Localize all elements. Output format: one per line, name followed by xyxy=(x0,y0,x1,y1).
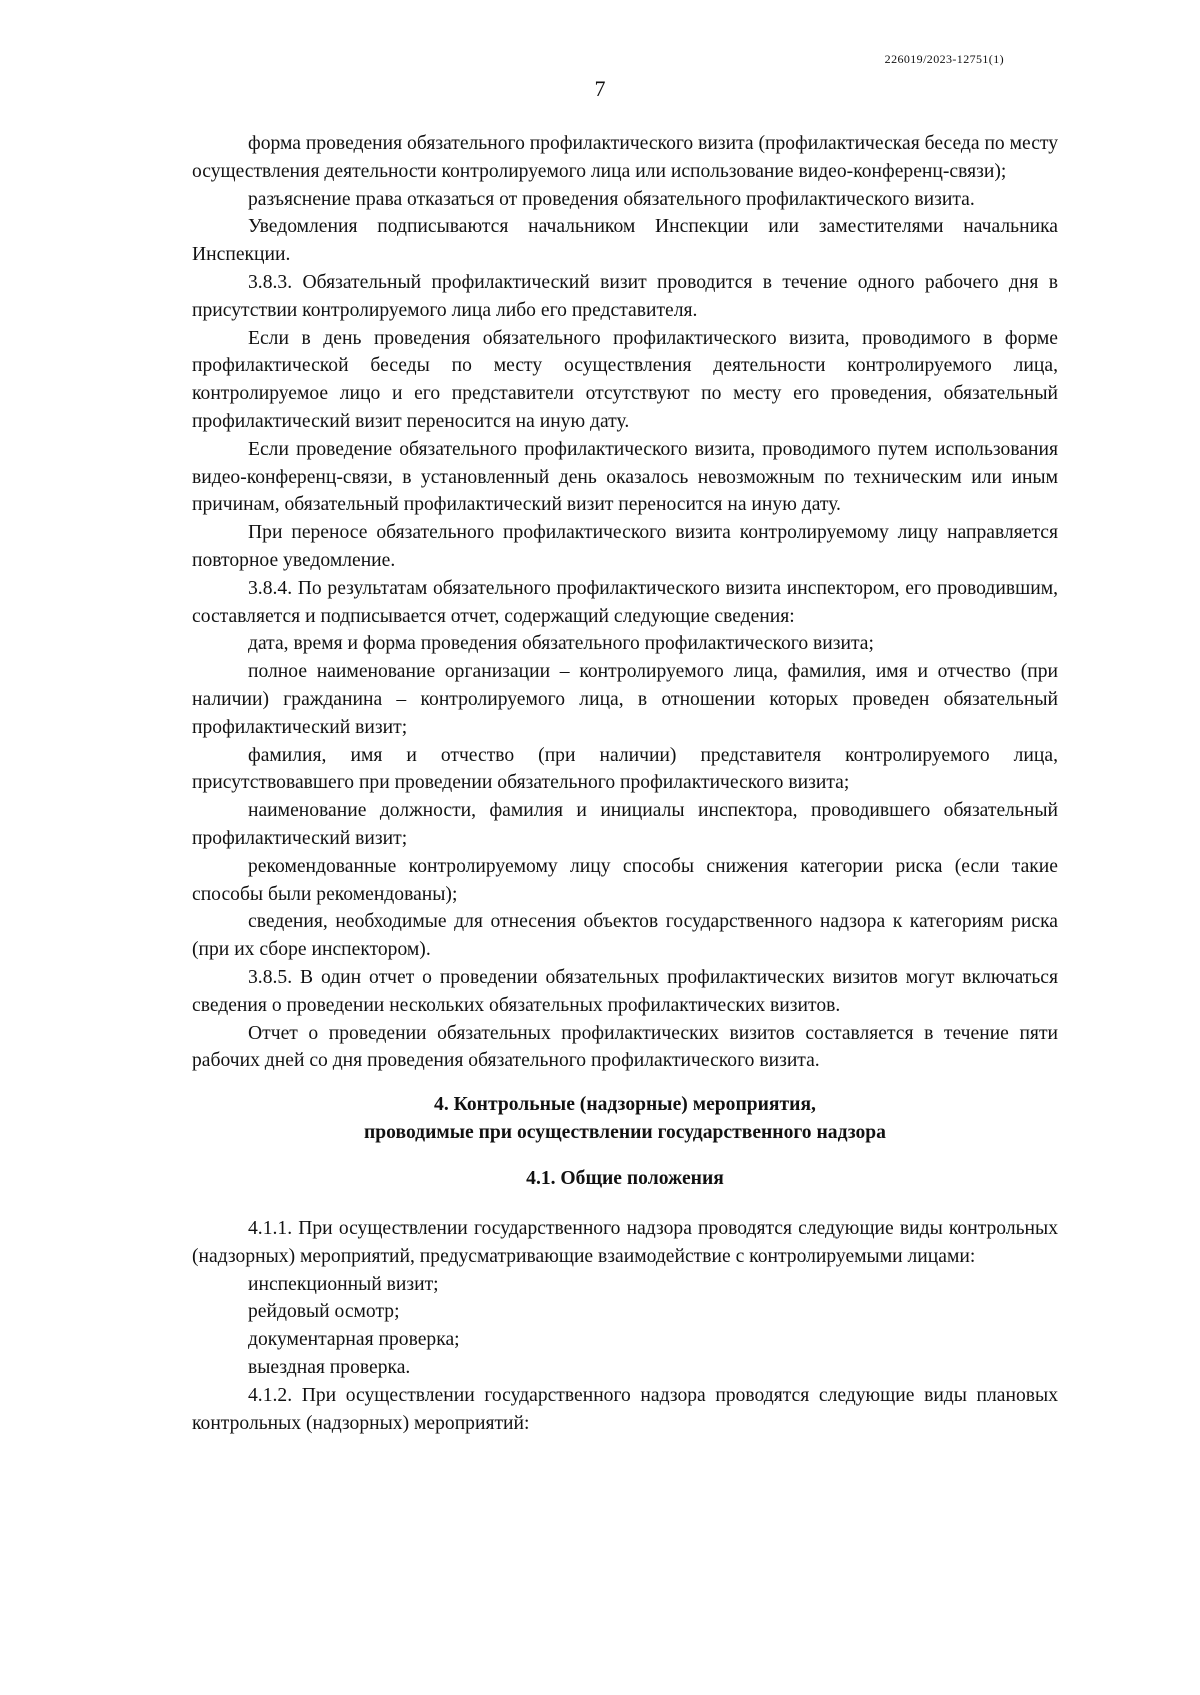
document-number: 226019/2023-12751(1) xyxy=(884,52,1004,66)
list-item: рейдовый осмотр; xyxy=(248,1301,400,1323)
section-heading-line-1: 4. Контрольные (надзорные) мероприятия, xyxy=(434,1094,816,1116)
paragraph-4-1-1: 4.1.1. При осуществлении государственного надзора проводятся следующие виды контрольных (надзорных) мероприятий, предусматривающие взаимодействие с контролируемыми лицами: xyxy=(192,1218,1058,1267)
paragraph: 3.8.5. В один отчет о проведении обязательных профилактических визитов могут включаться сведения о проведении нескольких обязательных профилактических визитов. xyxy=(192,966,1058,1016)
paragraph: Если проведение обязательного профилактического визита, проводимого путем использования видео-конференц-связи, в установленный день оказалось невозможным по техническим или иным причинам, обязательный профилактический визит переносится на иную дату. xyxy=(192,438,1058,516)
page-number: 7 xyxy=(594,76,606,101)
paragraph: 3.8.3. Обязательный профилактический визит проводится в течение одного рабочего дня в присутствии контролируемого лица либо его представителя. xyxy=(192,271,1058,321)
paragraph: дата, время и форма проведения обязательного профилактического визита; xyxy=(248,633,874,655)
paragraph: Если в день проведения обязательного профилактического визита, проводимого в форме профилактической беседы по месту осуществления деятельности контролируемого лица, контролируемое лицо и его представители отсутствуют по месту его проведения, обязательный профилактический визит переносится на иную дату. xyxy=(192,327,1058,432)
subsection-heading: 4.1. Общие положения xyxy=(526,1168,724,1190)
list-item: выездная проверка. xyxy=(248,1357,411,1379)
section-heading-line-2: проводимые при осуществлении государственного надзора xyxy=(364,1122,886,1144)
paragraph: форма проведения обязательного профилактического визита (профилактическая беседа по месту осуществления деятельности контролируемого лица или использование видео-конференц-связи); xyxy=(192,133,1059,182)
paragraph: рекомендованные контролируемому лицу способы снижения категории риска (если такие способы были рекомендованы); xyxy=(192,855,1058,905)
list-item: документарная проверка; xyxy=(248,1329,460,1351)
paragraph: 3.8.4. По результатам обязательного профилактического визита инспектором, его проводившим, составляется и подписывается отчет, содержащий следующие сведения: xyxy=(192,577,1058,627)
paragraph: Уведомления подписываются начальником Инспекции или заместителями начальника Инспекции. xyxy=(192,216,1058,266)
list-item: инспекционный визит; xyxy=(248,1273,439,1295)
paragraph: сведения, необходимые для отнесения объектов государственного надзора к категориям риска (при их сборе инспектором). xyxy=(192,911,1058,961)
paragraph: разъяснение права отказаться от проведения обязательного профилактического визита. xyxy=(248,188,975,210)
paragraph: Отчет о проведении обязательных профилактических визитов составляется в течение пяти рабочих дней со дня проведения обязательного профилактического визита. xyxy=(192,1022,1058,1072)
paragraph: При переносе обязательного профилактического визита контролируемому лицу направляется повторное уведомление. xyxy=(192,522,1058,571)
paragraph: полное наименование организации – контролируемого лица, фамилия, имя и отчество (при наличии) гражданина – контролируемого лица, в отношении которых проведен обязательный профилактический визит; xyxy=(192,661,1058,738)
paragraph-4-1-2: 4.1.2. При осуществлении государственного надзора проводятся следующие виды плановых контрольных (надзорных) мероприятий: xyxy=(192,1384,1058,1434)
document-body xyxy=(192,130,1058,1437)
paragraph: фамилия, имя и отчество (при наличии) представителя контролируемого лица, присутствовавшего при проведении обязательного профилактического визита; xyxy=(192,744,1058,794)
paragraph: наименование должности, фамилия и инициалы инспектора, проводившего обязательный профилактический визит; xyxy=(192,800,1058,849)
